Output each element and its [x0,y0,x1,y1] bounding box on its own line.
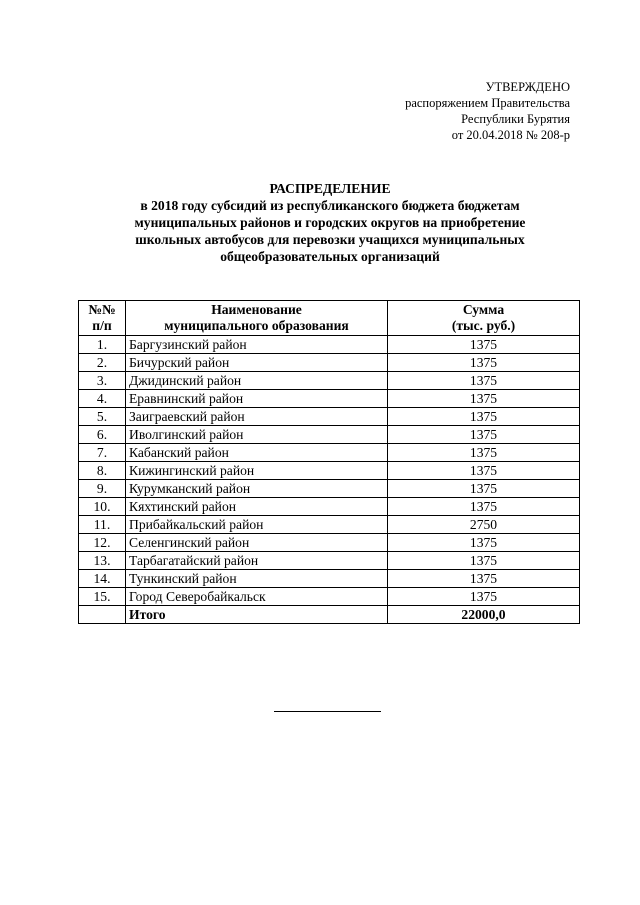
title-line-5: общеобразовательных организаций [220,249,440,264]
row-sum: 1375 [388,390,580,408]
table-row [79,588,580,606]
row-sum: 1375 [388,534,580,552]
approval-title: УТВЕРЖДЕНО [485,80,570,94]
table-header-row [79,301,580,336]
table-row [79,534,580,552]
closing-separator-line [274,711,381,712]
title-line-2: в 2018 году субсидий из республиканского бюджета бюджетам [140,198,520,213]
row-sum: 1375 [388,588,580,606]
distribution-table [78,300,580,624]
row-name: Кяхтинский район [126,498,388,516]
row-name: Заиграевский район [126,408,388,426]
row-sum: 1375 [388,426,580,444]
row-sum: 1375 [388,336,580,354]
row-sum: 1375 [388,570,580,588]
row-number: 6. [79,426,126,444]
header-sum-line1: Сумма [462,302,505,317]
row-name: Город Северобайкальск [126,588,388,606]
row-sum: 1375 [388,354,580,372]
table-row [79,444,580,462]
approval-date-number: от 20.04.2018 № 208-р [451,128,570,142]
header-number [79,301,126,336]
row-number: 7. [79,444,126,462]
table-row [79,354,580,372]
header-name-line1: Наименование [211,302,302,317]
header-sum-line2: (тыс. руб.) [451,318,516,333]
table-row [79,390,580,408]
row-name: Кижингинский район [126,462,388,480]
row-name: Селенгинский район [126,534,388,552]
row-name: Прибайкальский район [126,516,388,534]
row-sum: 1375 [388,480,580,498]
table-row [79,480,580,498]
header-name-line2: муниципального образования [164,318,349,333]
row-sum: 1375 [388,444,580,462]
table-row [79,552,580,570]
table-row [79,372,580,390]
row-sum: 2750 [388,516,580,534]
row-name: Тункинский район [126,570,388,588]
table-row [79,498,580,516]
approval-block [405,79,570,143]
total-label: Итого [126,606,388,624]
table-row [79,426,580,444]
row-number: 11. [79,516,126,534]
row-sum: 1375 [388,498,580,516]
approval-republic: Республики Бурятия [461,112,570,126]
title-line-3: муниципальных районов и городских округов на приобретение [134,215,526,230]
approval-issuer: распоряжением Правительства [405,96,570,110]
row-number: 13. [79,552,126,570]
header-name [126,301,388,336]
total-number-cell [79,606,126,624]
table-row [79,336,580,354]
header-sum [388,301,580,336]
row-name: Иволгинский район [126,426,388,444]
row-name: Кабанский район [126,444,388,462]
title-heading: РАСПРЕДЕЛЕНИЕ [269,181,391,196]
row-name: Еравнинский район [126,390,388,408]
row-name: Баргузинский район [126,336,388,354]
title-line-4: школьных автобусов для перевозки учащихся муниципальных [135,232,525,247]
table-row [79,570,580,588]
row-number: 1. [79,336,126,354]
total-sum: 22000,0 [388,606,580,624]
row-number: 4. [79,390,126,408]
row-name: Тарбагатайский район [126,552,388,570]
table-row [79,516,580,534]
row-name: Бичурский район [126,354,388,372]
row-number: 9. [79,480,126,498]
header-number-line2: п/п [92,318,112,333]
row-number: 5. [79,408,126,426]
row-sum: 1375 [388,372,580,390]
row-number: 12. [79,534,126,552]
row-name: Курумканский район [126,480,388,498]
total-row [79,606,580,624]
row-number: 2. [79,354,126,372]
row-number: 10. [79,498,126,516]
table-row [79,408,580,426]
row-sum: 1375 [388,408,580,426]
row-name: Джидинский район [126,372,388,390]
row-number: 15. [79,588,126,606]
row-number: 3. [79,372,126,390]
header-number-line1: №№ [88,302,116,317]
row-sum: 1375 [388,552,580,570]
row-sum: 1375 [388,462,580,480]
table-row [79,462,580,480]
row-number: 8. [79,462,126,480]
row-number: 14. [79,570,126,588]
document-title [80,180,580,265]
